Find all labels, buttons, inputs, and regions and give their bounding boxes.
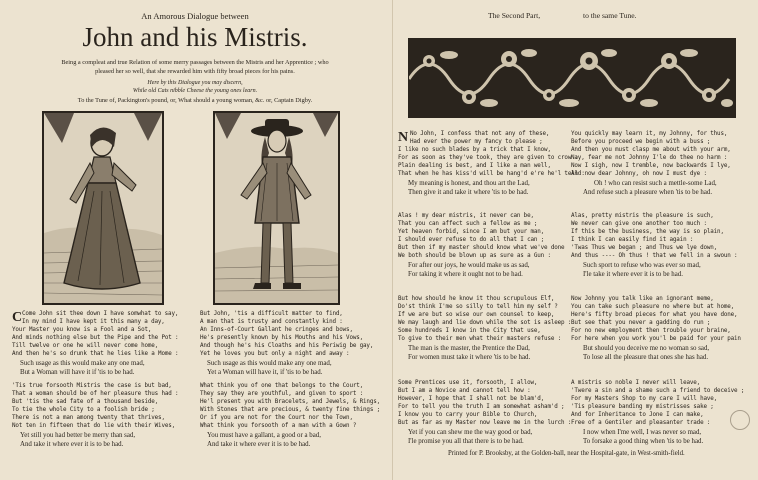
verse-line: Alas ! my dear mistris, it never can be,: [398, 213, 534, 219]
fold-line: [392, 0, 393, 480]
verse-line: And thus ---- Oh thus ! that we fell in a swoun :: [571, 253, 738, 259]
library-stamp: [730, 410, 750, 430]
verse-line: But as far as my Master now leave me in the lurch :: [398, 420, 572, 426]
tune-line: To the Tune of, Packington's pound, or, What should a young woman, &c. or, Captain Digby.: [77, 97, 313, 104]
verse-line: But see that you never a gadding do run ;: [571, 320, 711, 326]
verse-line: I know you to carry your Bible to Church,: [398, 412, 538, 418]
verse-line: Before you proceed we begin with a buss ;: [571, 139, 711, 145]
refrain-line: Oh ! who can resist such a mettle-some Lad,: [594, 180, 717, 187]
verse-line: Not ten in fifteen that do lie with their Wives,: [12, 423, 176, 429]
refrain-line: Yet still you had better be merry than sad,: [20, 432, 136, 439]
verse-line: However, I hope that I shall not be blam'd,: [398, 396, 545, 402]
ornament-band: [408, 38, 736, 118]
verse-line: 'Twas Thus we began ; and Thus we lye down,: [571, 245, 718, 251]
verse-line: I should ever refuse to do all that I can ;: [398, 237, 545, 243]
verse-line: An Inns-of-Court Gallant he cringes and bows,: [200, 327, 353, 333]
verse-line: And minds nothing else but the Pipe and the Pot :: [12, 335, 179, 341]
verse-line: But how should he know it thou scrupulous Elf,: [398, 296, 555, 302]
verse-line: But 'tis the sad fate of a thousand beside,: [12, 399, 159, 405]
verse-line: Now I sigh, now I tremble, now backwards I lye,: [571, 163, 731, 169]
verse-line: I like no such blades by a trick that I know,: [398, 147, 551, 153]
refrain-line: You must have a gallant, a good or a bad,: [207, 432, 321, 439]
verse-line: And then he's so drunk that he lies like a Mome :: [12, 351, 179, 357]
verse-line: Or if you are not for the Court nor the Town,: [200, 415, 353, 421]
refrain-line: Yet if you can shew me the way good or bad,: [408, 429, 533, 436]
refrain-line: And take it where ever it is to be had.: [20, 441, 124, 448]
refrain-line: But a Woman will have it if 'tis to be had.: [20, 369, 135, 376]
heading: An Amorous Dialogue between: [141, 11, 249, 21]
imprint-line: Printed for P. Brooksby, at the Golden-ball, near the Hospital-gate, in West-smith-field.: [448, 450, 685, 457]
verse-line: Yet he loves you but only a night and away :: [200, 351, 350, 357]
second-part-label: The Second Part,: [488, 11, 541, 20]
verse-line: For my Masters Shop to my care I will have,: [571, 396, 718, 402]
verse-line: But John, 'tis a difficult matter to find,: [200, 311, 343, 317]
verse-line: [398, 131, 408, 145]
verse-line: And now dear Johnny, oh now I must dye :: [571, 171, 707, 177]
verse-line: That you can affect such a fellow as me ;: [398, 221, 538, 227]
refrain-line: Such sport to refuse who was ever so mad,: [583, 262, 701, 269]
refrain-line: Such usage as this would make any one mad,: [20, 360, 145, 367]
refrain-line: And refuse such a pleasure when 'tis to be had.: [583, 189, 713, 196]
verse-line: [12, 311, 22, 325]
woodcut-man: [213, 111, 340, 305]
verse-line: For to tell you the truth I am somewhat asham'd ;: [398, 404, 565, 410]
verse-line: To give to their men what their masters refuse :: [398, 336, 562, 342]
verse-line: A mistris so noble I never will leave,: [571, 380, 701, 386]
verse-line: Yet heaven forbid, since I am but your man,: [398, 229, 545, 235]
refrain-line: For women must take it where 'tis to be had.: [408, 354, 531, 361]
verse-line: 'Twere a sin and a shame such a friend to deceive ;: [571, 388, 745, 394]
motto-line-1: Here by this Dialogue you may discern,: [147, 80, 243, 86]
verse-line: But then if my master should know what we've done: [398, 245, 565, 251]
verse-line: A man that is trusty and constantly kind :: [200, 319, 343, 325]
verse-line: They say they are youthful, and given to sport :: [200, 391, 364, 397]
refrain-line: Yet a Woman will have it, if 'tis to be had.: [207, 369, 323, 376]
ornament-vine-image: [409, 39, 735, 117]
verse-line: Plain dealing is best, and I like a man well,: [398, 163, 551, 169]
verse-line: With Stones that are precious, & twenty fine things ;: [200, 407, 381, 413]
verse-line: That when he has kiss'd will be hang'd e're he'l tell :: [398, 171, 585, 177]
verse-line: For here when you work you'l be paid for your pain: [571, 336, 741, 342]
verse-line: He's presently known by his Mouths and his Vows,: [200, 335, 364, 341]
motto-line-2: While old Cats nibble Cheese the young ones learn.: [132, 88, 258, 94]
verse-line: And though he's his Cloaths and his Periwig be gay,: [200, 343, 374, 349]
refrain-line: Such usage as this would make any one mad,: [207, 360, 332, 367]
verse-line: We may laugh and lie down while the sot is asleep :: [398, 320, 572, 326]
refrain-line: I now when I'me well, I was never so mad,: [583, 429, 702, 436]
ballad-title: John and his Mistris.: [82, 22, 308, 52]
verse-line: In my mind I have kept it this many a day,: [22, 319, 165, 325]
verse-line: If we are but so wise our own counsel to keep,: [398, 312, 555, 318]
verse-line: Here's fifty broad pieces for what you have done,: [571, 312, 738, 318]
verse-line: To tie the whole City to a foolish bride ;: [12, 407, 155, 413]
verse-line: Some hundreds I know in the City that use,: [398, 328, 541, 334]
verse-line: For no new employment then trouble your braine,: [571, 328, 731, 334]
verse-line: Now Johnny you talk like an ignorant meme,: [571, 296, 714, 302]
refrain-line: The man is the master, the Prentice the Dad,: [408, 345, 530, 352]
verse-line: That a woman should be of her pleasure thus had :: [12, 391, 179, 397]
verse-line: Alas, pretty mistris the pleasure is such,: [571, 213, 714, 219]
verse-line: Free of a Gentiler and pleasanter trade :: [571, 420, 711, 426]
refrain-line: I'le promise you all that there is to be had.: [408, 438, 524, 445]
refrain-line: For taking it where it ought not to be had.: [408, 271, 523, 278]
verse-line: Had ever the power my fancy to please ;: [410, 139, 543, 145]
verse-line: 'Tis pleasure banding my mistrisses sake ;: [571, 404, 714, 410]
verse-line: For as soon as they've took, they are given to crow :: [398, 155, 579, 161]
verse-line: Come John sit thee down I have somwhat to say,: [22, 311, 179, 317]
refrain-line: I'le take it where ever it is to be had.: [583, 271, 683, 278]
man-figure-image: [215, 113, 338, 303]
verse-line: What think you forsooth of a man with a Gown ?: [200, 423, 357, 429]
verse-line: Your Master you know is a Fool and a Sot,: [12, 327, 152, 333]
tune-label: to the same Tune.: [583, 11, 637, 20]
verse-line: He'l present you with Bracelets, and Jewels, & Rings,: [200, 399, 381, 405]
verse-line: I think I can easily find it again :: [571, 237, 694, 243]
verse-line: Some Prentices use it, forsooth, I allow,: [398, 380, 538, 386]
verse-line: But I am a Novice and cannot tell how :: [398, 388, 531, 394]
woodcut-woman: [42, 111, 164, 305]
verse-line: If this be the business, the way is so plain,: [571, 229, 724, 235]
verse-line: Till twelve or one he will never come home,: [12, 343, 159, 349]
verse-line: 'Tis true forsooth Mistris the case is but bad,: [12, 383, 172, 389]
subtitle-line-1: Being a compleat and true Relation of some merry passages between the Mistris and her Apprentice ; who: [61, 59, 329, 66]
verse-line: You quickly may learn it, my Johnny, for thus,: [571, 131, 728, 137]
verse-line: And then you must clasp me about with your arm,: [571, 147, 731, 153]
refrain-line: Then give it and take it where 'tis to be had.: [408, 189, 529, 196]
refrain-line: For after our joys, he would make us as sad,: [408, 262, 530, 269]
drop-cap: C: [12, 310, 22, 325]
verse-line: We never can give one another too much :: [571, 221, 707, 227]
refrain-line: But should you deceive me no woman so sad,: [583, 345, 710, 352]
verse-line: Do'st think I'me so silly to tell him my self ?: [398, 304, 558, 310]
verse-line: You can take such pleasure no where but at home,: [571, 304, 735, 310]
verse-line: Nay, fear me not Johnny I'le do thee no harm :: [571, 155, 728, 161]
subtitle-line-2: pleased her so well, that she rewarded him with fifty broad pieces for his pains.: [95, 68, 295, 75]
refrain-line: To lose all the pleasure that ones she has had.: [583, 354, 709, 361]
woman-figure-image: [44, 113, 162, 303]
verse-line: We both should be blown up as sure as a Gun :: [398, 253, 551, 259]
refrain-line: To forsake a good thing when 'tis to be had.: [583, 438, 704, 445]
verse-line: And for Inheritance to Jone I can make,: [571, 412, 704, 418]
verse-line: No John, I confess that not any of these,: [410, 131, 550, 137]
drop-cap: N: [398, 130, 408, 145]
refrain-line: And take it where ever it is to be had.: [207, 441, 311, 448]
verse-line: There is not a man among twenty that thrives,: [12, 415, 165, 421]
verse-line: What think you of one that belongs to the Court,: [200, 383, 364, 389]
refrain-line: My meaning is honest, and thou art the Lad,: [408, 180, 530, 187]
